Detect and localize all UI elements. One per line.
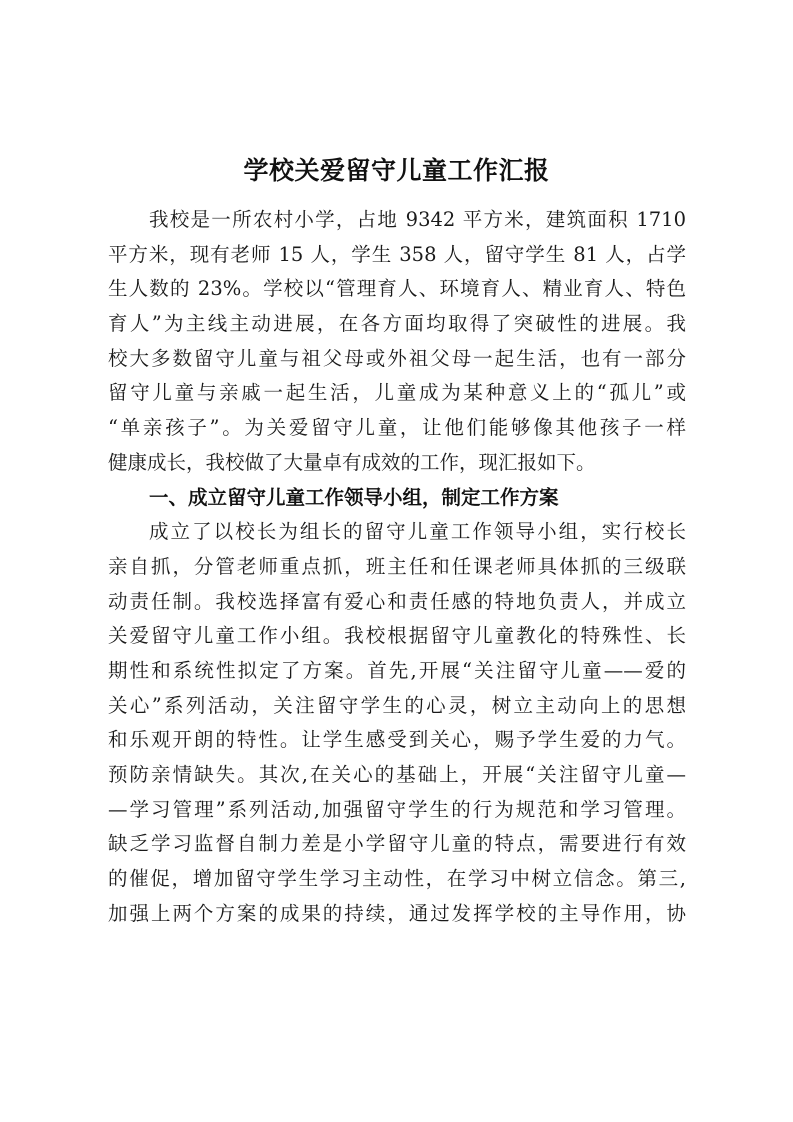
text-line: 亲自抓，分管老师重点抓，班主任和任课老师具体抓的三级联 [108,554,686,578]
section-one-paragraph [108,515,686,931]
text-line: 加强上两个方案的成果的持续，通过发挥学校的主导作用，协 [108,901,686,925]
text-line: 留守儿童与亲戚一起生活，儿童成为某种意义上的“孤儿”或 [108,381,686,405]
text-line: 我校是一所农村小学，占地 9342 平方米，建筑面积 1710 [149,208,686,231]
text-line: —学习管理”系列活动,加强留守学生的行为规范和学习管理。 [108,797,686,821]
text-line: 期性和系统性拟定了方案。首先,开展“关注留守儿童——爱的 [108,658,686,682]
text-line: 生人数的 23%。学校以“管理育人、环境育人、精业育人、特色 [108,277,686,301]
text-line: 缺乏学习监督自制力差是小学留守儿童的特点，需要进行有效 [108,832,686,856]
text-line: 育人”为主线主动进展，在各方面均取得了突破性的进展。我 [108,312,686,336]
text-line: 关心”系列活动，关注留守学生的心灵，树立主动向上的思想 [108,693,686,717]
text-line: “单亲孩子”。为关爱留守儿童，让他们能够像其他孩子一样 [108,416,686,440]
intro-paragraph [108,203,686,481]
text-line: 健康成长，我校做了大量卓有成效的工作，现汇报如下。 [108,450,596,474]
document-title: 学校关爱留守儿童工作汇报 [243,156,550,185]
section-heading: 一、成立留守儿童工作领导小组，制定工作方案 [149,485,559,509]
text-line: 成立了以校长为组长的留守儿童工作领导小组，实行校长 [149,520,686,544]
text-line: 和乐观开朗的特性。让学生感受到关心，赐予学生爱的力气。 [108,728,686,752]
text-line: 校大多数留守儿童与祖父母或外祖父母一起生活，也有一部分 [108,346,686,370]
text-line: 关爱留守儿童工作小组。我校根据留守儿童教化的特殊性、长 [108,624,686,648]
text-line: 平方米，现有老师 15 人，学生 358 人，留守学生 81 人，占学 [108,242,686,266]
text-line: 预防亲情缺失。其次,在关心的基础上，开展“关注留守儿童— [108,763,686,786]
text-line: 动责任制。我校选择富有爱心和责任感的特地负责人，并成立 [108,589,686,613]
document-body [108,203,686,931]
text-line: 的催促，增加留守学生学习主动性，在学习中树立信念。第三, [108,867,686,891]
